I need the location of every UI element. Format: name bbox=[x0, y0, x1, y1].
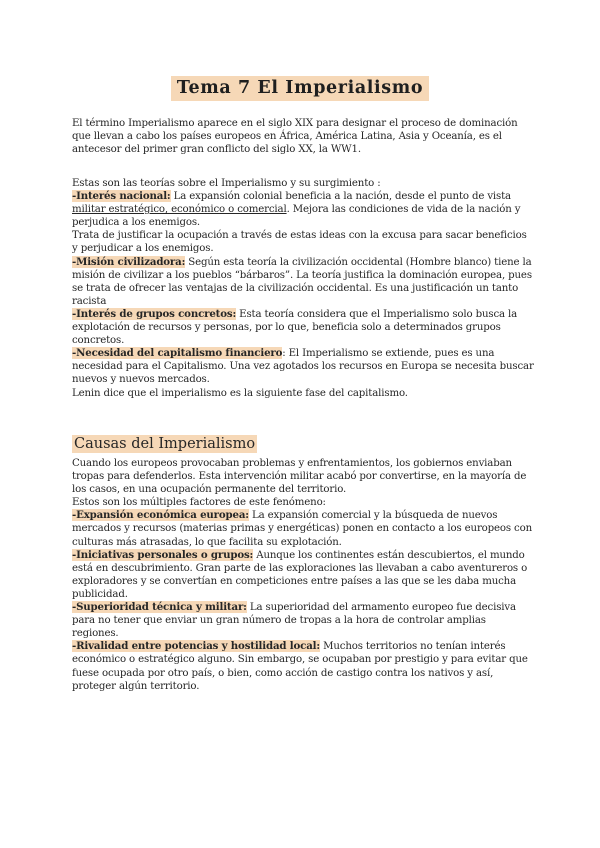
theory-capitalismo-extra: Lenin dice que el imperialismo es la siguiente fase del capitalismo. bbox=[72, 387, 408, 399]
theory-interes-nacional-extra: Trata de justificar la ocupación a través de estas ideas con la excusa para sacar beneficios y perjudicar a los enemigos. bbox=[72, 230, 527, 255]
cause-expansion-economica: -Expansión económica europea: La expansión comercial y la búsqueda de nuevos mercados y recursos (materias primas y energéticas) ponen en contacto a los europeos con culturas más atrasadas, lo que facilita su explotación. bbox=[72, 509, 532, 548]
causes-section bbox=[72, 457, 534, 693]
theory-label: -Misión civilizadora: bbox=[72, 255, 186, 268]
causes-heading: Causas del Imperialismo bbox=[74, 436, 256, 452]
cause-label: -Rivalidad entre potencias y hostilidad local: bbox=[72, 640, 320, 653]
underlined-text: militar estratégico, económico o comercial bbox=[72, 204, 287, 216]
theory-label: -Interés nacional: bbox=[72, 190, 171, 203]
cause-label: -Expansión económica europea: bbox=[72, 509, 249, 522]
theory-label: -Necesidad del capitalismo financiero bbox=[72, 347, 283, 360]
theory-capitalismo-financiero: -Necesidad del capitalismo financiero: El Imperialismo se extiende, pues es una necesidad para el Capitalismo. Una vez agotados los recursos en Europa se necesita buscar nuevos y nuevos mercados. bbox=[72, 347, 534, 386]
theory-mision-civilizadora: -Misión civilizadora: Según esta teoría la civilización occidental (Hombre blanco) tiene la misión de civilizar a los pueblos “bárbaros”. La teoría justifica la dominación europea, pues se trata de ofrecer las ventajas de la civilización occidental. Es una justificación un tanto racista bbox=[72, 255, 532, 307]
theories-intro: Estas son las teorías sobre el Imperialismo y su surgimiento : bbox=[72, 178, 381, 189]
cause-superioridad-tecnica: -Superioridad técnica y militar: La superioridad del armamento europeo fue decisiva para no tener que enviar un gran número de tropas a la hora de controlar amplias regiones. bbox=[72, 601, 516, 640]
intro-section bbox=[72, 117, 534, 156]
cause-label: -Iniciativas personales o grupos: bbox=[72, 548, 254, 561]
causes-intro-2: Estos son los múltiples factores de este fenómeno: bbox=[72, 497, 326, 509]
cause-iniciativas-personales: -Iniciativas personales o grupos: Aunque los continentes están descubiertos, el mundo está en descubrimiento. Gran parte de las exploraciones las llevaban a cabo aventureros o exploradores y se convertían en competiciones entre países a las que se les daba mucha publicidad. bbox=[72, 548, 528, 600]
theory-label: -Interés de grupos concretos: bbox=[72, 307, 237, 320]
theories-section bbox=[72, 177, 534, 400]
cause-rivalidad-potencias: -Rivalidad entre potencias y hostilidad local: Muchos territorios no tenían interés económico o estratégico alguno. Sin embargo, se ocupaban por prestigio y para evitar que fuese ocupada por otro país, o bien, como acción de castigo contra los nativos y así, proteger algún territorio. bbox=[72, 640, 528, 692]
causes-intro: Cuando los europeos provocaban problemas y enfrentamientos, los gobiernos enviaban tropas para defenderlos. Esta intervención militar acabó por convertirse, en la mayoría de los casos, en una ocupación permanente del territorio. bbox=[72, 458, 527, 496]
title-container bbox=[0, 76, 600, 101]
cause-label: -Superioridad técnica y militar: bbox=[72, 601, 247, 614]
theory-interes-nacional: -Interés nacional: La expansión colonial beneficia a la nación, desde el punto de vista militar estratégico, económico o comercial. Mejora las condiciones de vida de la nación y perjudica a los enemigos. bbox=[72, 190, 521, 229]
theory-interes-grupos: -Interés de grupos concretos: Esta teoría considera que el Imperialismo solo busca la explotación de recursos y personas, por lo que, beneficia solo a determinados grupos concretos. bbox=[72, 307, 518, 347]
page-title: Tema 7 El Imperialismo bbox=[171, 76, 429, 101]
intro-paragraph: El término Imperialismo aparece en el siglo XIX para designar el proceso de dominación que llevan a cabo los países europeos en África, América Latina, Asia y Oceanía, es el antecesor del primer gran conflicto del siglo XX, la WW1. bbox=[72, 118, 518, 156]
